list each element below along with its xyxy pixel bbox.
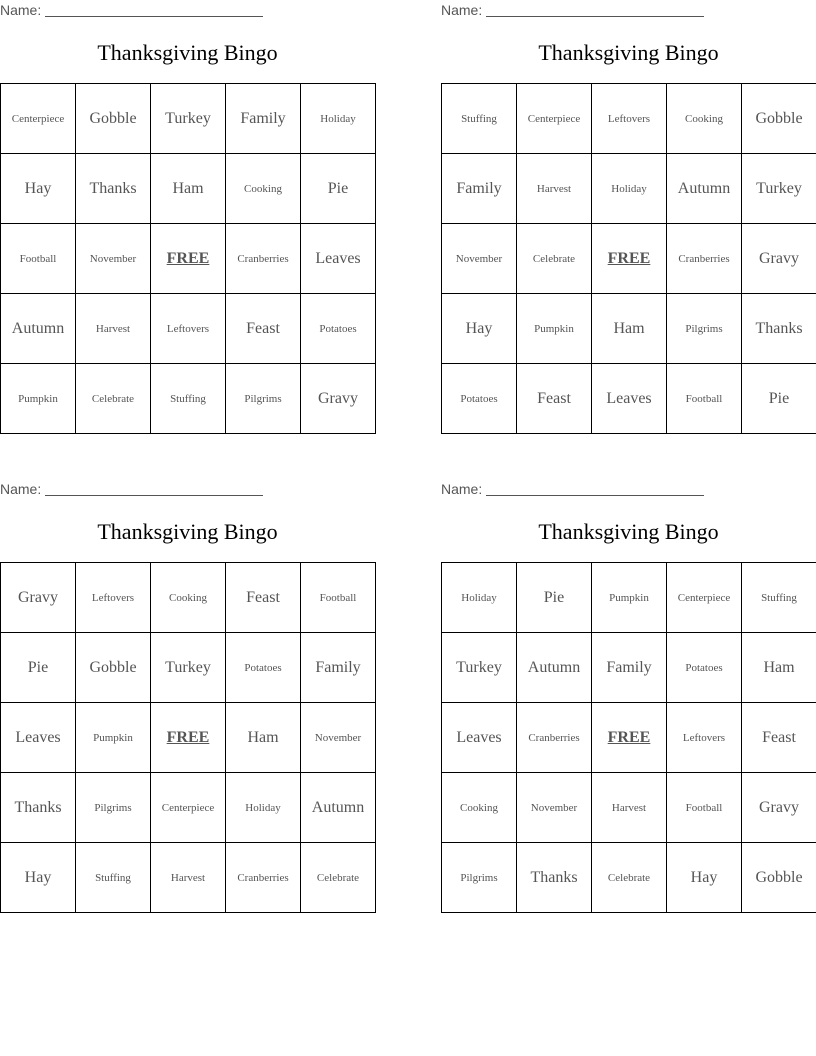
bingo-cell[interactable]: Pilgrims — [442, 843, 517, 913]
bingo-cell[interactable]: Celebrate — [301, 843, 376, 913]
bingo-cell[interactable]: Gobble — [76, 633, 151, 703]
bingo-cell[interactable]: Pie — [517, 563, 592, 633]
name-blank-line[interactable] — [486, 2, 704, 17]
bingo-cell[interactable]: Cranberries — [226, 224, 301, 294]
bingo-cell[interactable]: Turkey — [151, 633, 226, 703]
grid-row — [442, 364, 816, 434]
grid-row — [1, 84, 376, 154]
bingo-cell[interactable]: Cooking — [442, 773, 517, 843]
name-label: Name: — [0, 481, 42, 497]
bingo-cell[interactable]: Holiday — [592, 154, 667, 224]
card-title: Thanksgiving Bingo — [97, 519, 278, 544]
bingo-cell[interactable]: Turkey — [742, 154, 816, 224]
grid-row — [1, 563, 376, 633]
bingo-cell[interactable]: Pie — [301, 154, 376, 224]
bingo-cell[interactable]: Thanks — [742, 294, 816, 364]
bingo-cell[interactable]: Feast — [517, 364, 592, 434]
bingo-cell[interactable]: Cooking — [667, 84, 742, 154]
bingo-cell[interactable]: Leaves — [1, 703, 76, 773]
bingo-cell[interactable]: November — [301, 703, 376, 773]
bingo-cell[interactable]: Potatoes — [226, 633, 301, 703]
bingo-cell[interactable]: Celebrate — [76, 364, 151, 434]
name-blank-line[interactable] — [45, 2, 263, 17]
bingo-cell[interactable]: Cranberries — [517, 703, 592, 773]
bingo-cell[interactable]: Potatoes — [667, 633, 742, 703]
bingo-cell[interactable]: Pilgrims — [76, 773, 151, 843]
bingo-cell[interactable]: Stuffing — [742, 563, 816, 633]
grid-row — [1, 773, 376, 843]
bingo-cell[interactable]: Family — [442, 154, 517, 224]
bingo-cell[interactable]: Hay — [1, 843, 76, 913]
grid-row — [1, 224, 376, 294]
bingo-cell[interactable]: Gravy — [742, 224, 816, 294]
bingo-cell[interactable]: Gravy — [742, 773, 816, 843]
name-field — [441, 2, 704, 20]
bingo-cell[interactable]: Pilgrims — [667, 294, 742, 364]
card-title: Thanksgiving Bingo — [97, 40, 278, 65]
free-space-cell[interactable]: FREE — [592, 703, 667, 773]
bingo-cell[interactable]: Ham — [151, 154, 226, 224]
bingo-cell[interactable]: Stuffing — [442, 84, 517, 154]
bingo-cell[interactable]: Potatoes — [301, 294, 376, 364]
bingo-cell[interactable]: Centerpiece — [1, 84, 76, 154]
bingo-cell[interactable]: Celebrate — [517, 224, 592, 294]
bingo-cell[interactable]: Thanks — [1, 773, 76, 843]
bingo-cell[interactable]: Gravy — [1, 563, 76, 633]
bingo-cell[interactable]: Harvest — [517, 154, 592, 224]
bingo-cell[interactable]: Celebrate — [592, 843, 667, 913]
bingo-card — [441, 479, 816, 919]
grid-row — [442, 703, 816, 773]
free-space-cell[interactable]: FREE — [592, 224, 667, 294]
bingo-cell[interactable]: Centerpiece — [517, 84, 592, 154]
bingo-cell[interactable]: Football — [301, 563, 376, 633]
name-field — [0, 2, 263, 20]
grid-row — [442, 84, 816, 154]
bingo-cell[interactable]: Gobble — [742, 843, 816, 913]
free-space-cell[interactable]: FREE — [151, 224, 226, 294]
bingo-cell[interactable]: Leftovers — [76, 563, 151, 633]
card-title: Thanksgiving Bingo — [538, 519, 719, 544]
bingo-cell[interactable]: Centerpiece — [151, 773, 226, 843]
bingo-cell[interactable]: Football — [667, 364, 742, 434]
bingo-cell[interactable]: Thanks — [76, 154, 151, 224]
bingo-cell[interactable]: Centerpiece — [667, 563, 742, 633]
free-space-cell[interactable]: FREE — [151, 703, 226, 773]
bingo-cell[interactable]: Autumn — [517, 633, 592, 703]
bingo-cell[interactable]: Autumn — [301, 773, 376, 843]
bingo-cell[interactable]: Leaves — [301, 224, 376, 294]
grid-row — [442, 773, 816, 843]
name-label: Name: — [0, 2, 42, 18]
bingo-card — [441, 0, 816, 440]
bingo-cell[interactable]: Ham — [742, 633, 816, 703]
bingo-cell[interactable]: Leftovers — [667, 703, 742, 773]
bingo-cell[interactable]: November — [517, 773, 592, 843]
bingo-cell[interactable]: Leaves — [592, 364, 667, 434]
bingo-cell[interactable]: Pumpkin — [76, 703, 151, 773]
grid-row — [442, 154, 816, 224]
bingo-cell[interactable]: Potatoes — [442, 364, 517, 434]
name-label: Name: — [441, 481, 483, 497]
card-title: Thanksgiving Bingo — [538, 40, 719, 65]
bingo-cell[interactable]: Leftovers — [151, 294, 226, 364]
name-field — [0, 481, 263, 499]
bingo-cell[interactable]: Holiday — [301, 84, 376, 154]
bingo-cell[interactable]: Gobble — [742, 84, 816, 154]
bingo-grid — [0, 83, 376, 434]
bingo-cell[interactable]: Feast — [742, 703, 816, 773]
grid-row — [1, 154, 376, 224]
bingo-cell[interactable]: Turkey — [151, 84, 226, 154]
grid-row — [442, 633, 816, 703]
bingo-cell[interactable]: Football — [1, 224, 76, 294]
bingo-cell[interactable]: Holiday — [226, 773, 301, 843]
bingo-cell[interactable]: Cranberries — [226, 843, 301, 913]
bingo-cell[interactable]: Autumn — [667, 154, 742, 224]
grid-row — [442, 224, 816, 294]
bingo-cell[interactable]: Hay — [667, 843, 742, 913]
bingo-grid — [441, 83, 816, 434]
bingo-cell[interactable]: Leftovers — [592, 84, 667, 154]
grid-row — [442, 843, 816, 913]
bingo-grid — [0, 562, 376, 913]
bingo-cell[interactable]: Leaves — [442, 703, 517, 773]
bingo-cell[interactable]: Harvest — [151, 843, 226, 913]
bingo-cell[interactable]: Ham — [592, 294, 667, 364]
grid-row — [1, 364, 376, 434]
bingo-cell[interactable]: Gravy — [301, 364, 376, 434]
grid-row — [442, 294, 816, 364]
bingo-cell[interactable]: Harvest — [76, 294, 151, 364]
bingo-cell[interactable]: November — [442, 224, 517, 294]
bingo-cell[interactable]: Holiday — [442, 563, 517, 633]
bingo-cell[interactable]: Pumpkin — [1, 364, 76, 434]
name-blank-line[interactable] — [45, 481, 263, 496]
bingo-cell[interactable]: Harvest — [592, 773, 667, 843]
bingo-cell[interactable]: Family — [592, 633, 667, 703]
name-blank-line[interactable] — [486, 481, 704, 496]
bingo-cell[interactable]: November — [76, 224, 151, 294]
bingo-grid — [441, 562, 816, 913]
bingo-card — [0, 0, 375, 440]
bingo-cell[interactable]: Hay — [442, 294, 517, 364]
bingo-cell[interactable]: Gobble — [76, 84, 151, 154]
bingo-cell[interactable]: Autumn — [1, 294, 76, 364]
bingo-cell[interactable]: Football — [667, 773, 742, 843]
bingo-cell[interactable]: Pumpkin — [517, 294, 592, 364]
bingo-cell[interactable]: Cranberries — [667, 224, 742, 294]
name-field — [441, 481, 704, 499]
bingo-cell[interactable]: Family — [301, 633, 376, 703]
bingo-cell[interactable]: Cooking — [226, 154, 301, 224]
grid-row — [1, 294, 376, 364]
bingo-cell[interactable]: Hay — [1, 154, 76, 224]
bingo-cell[interactable]: Pilgrims — [226, 364, 301, 434]
grid-row — [442, 563, 816, 633]
bingo-cell[interactable]: Feast — [226, 294, 301, 364]
grid-row — [1, 633, 376, 703]
name-label: Name: — [441, 2, 483, 18]
bingo-card — [0, 479, 375, 919]
bingo-cell[interactable]: Stuffing — [151, 364, 226, 434]
grid-row — [1, 703, 376, 773]
bingo-cell[interactable]: Pumpkin — [592, 563, 667, 633]
bingo-cell[interactable]: Thanks — [517, 843, 592, 913]
bingo-cell[interactable]: Family — [226, 84, 301, 154]
bingo-cell[interactable]: Ham — [226, 703, 301, 773]
bingo-cell[interactable]: Pie — [742, 364, 816, 434]
grid-row — [1, 843, 376, 913]
bingo-cell[interactable]: Stuffing — [76, 843, 151, 913]
bingo-cell[interactable]: Cooking — [151, 563, 226, 633]
bingo-cell[interactable]: Turkey — [442, 633, 517, 703]
bingo-cell[interactable]: Pie — [1, 633, 76, 703]
bingo-cell[interactable]: Feast — [226, 563, 301, 633]
